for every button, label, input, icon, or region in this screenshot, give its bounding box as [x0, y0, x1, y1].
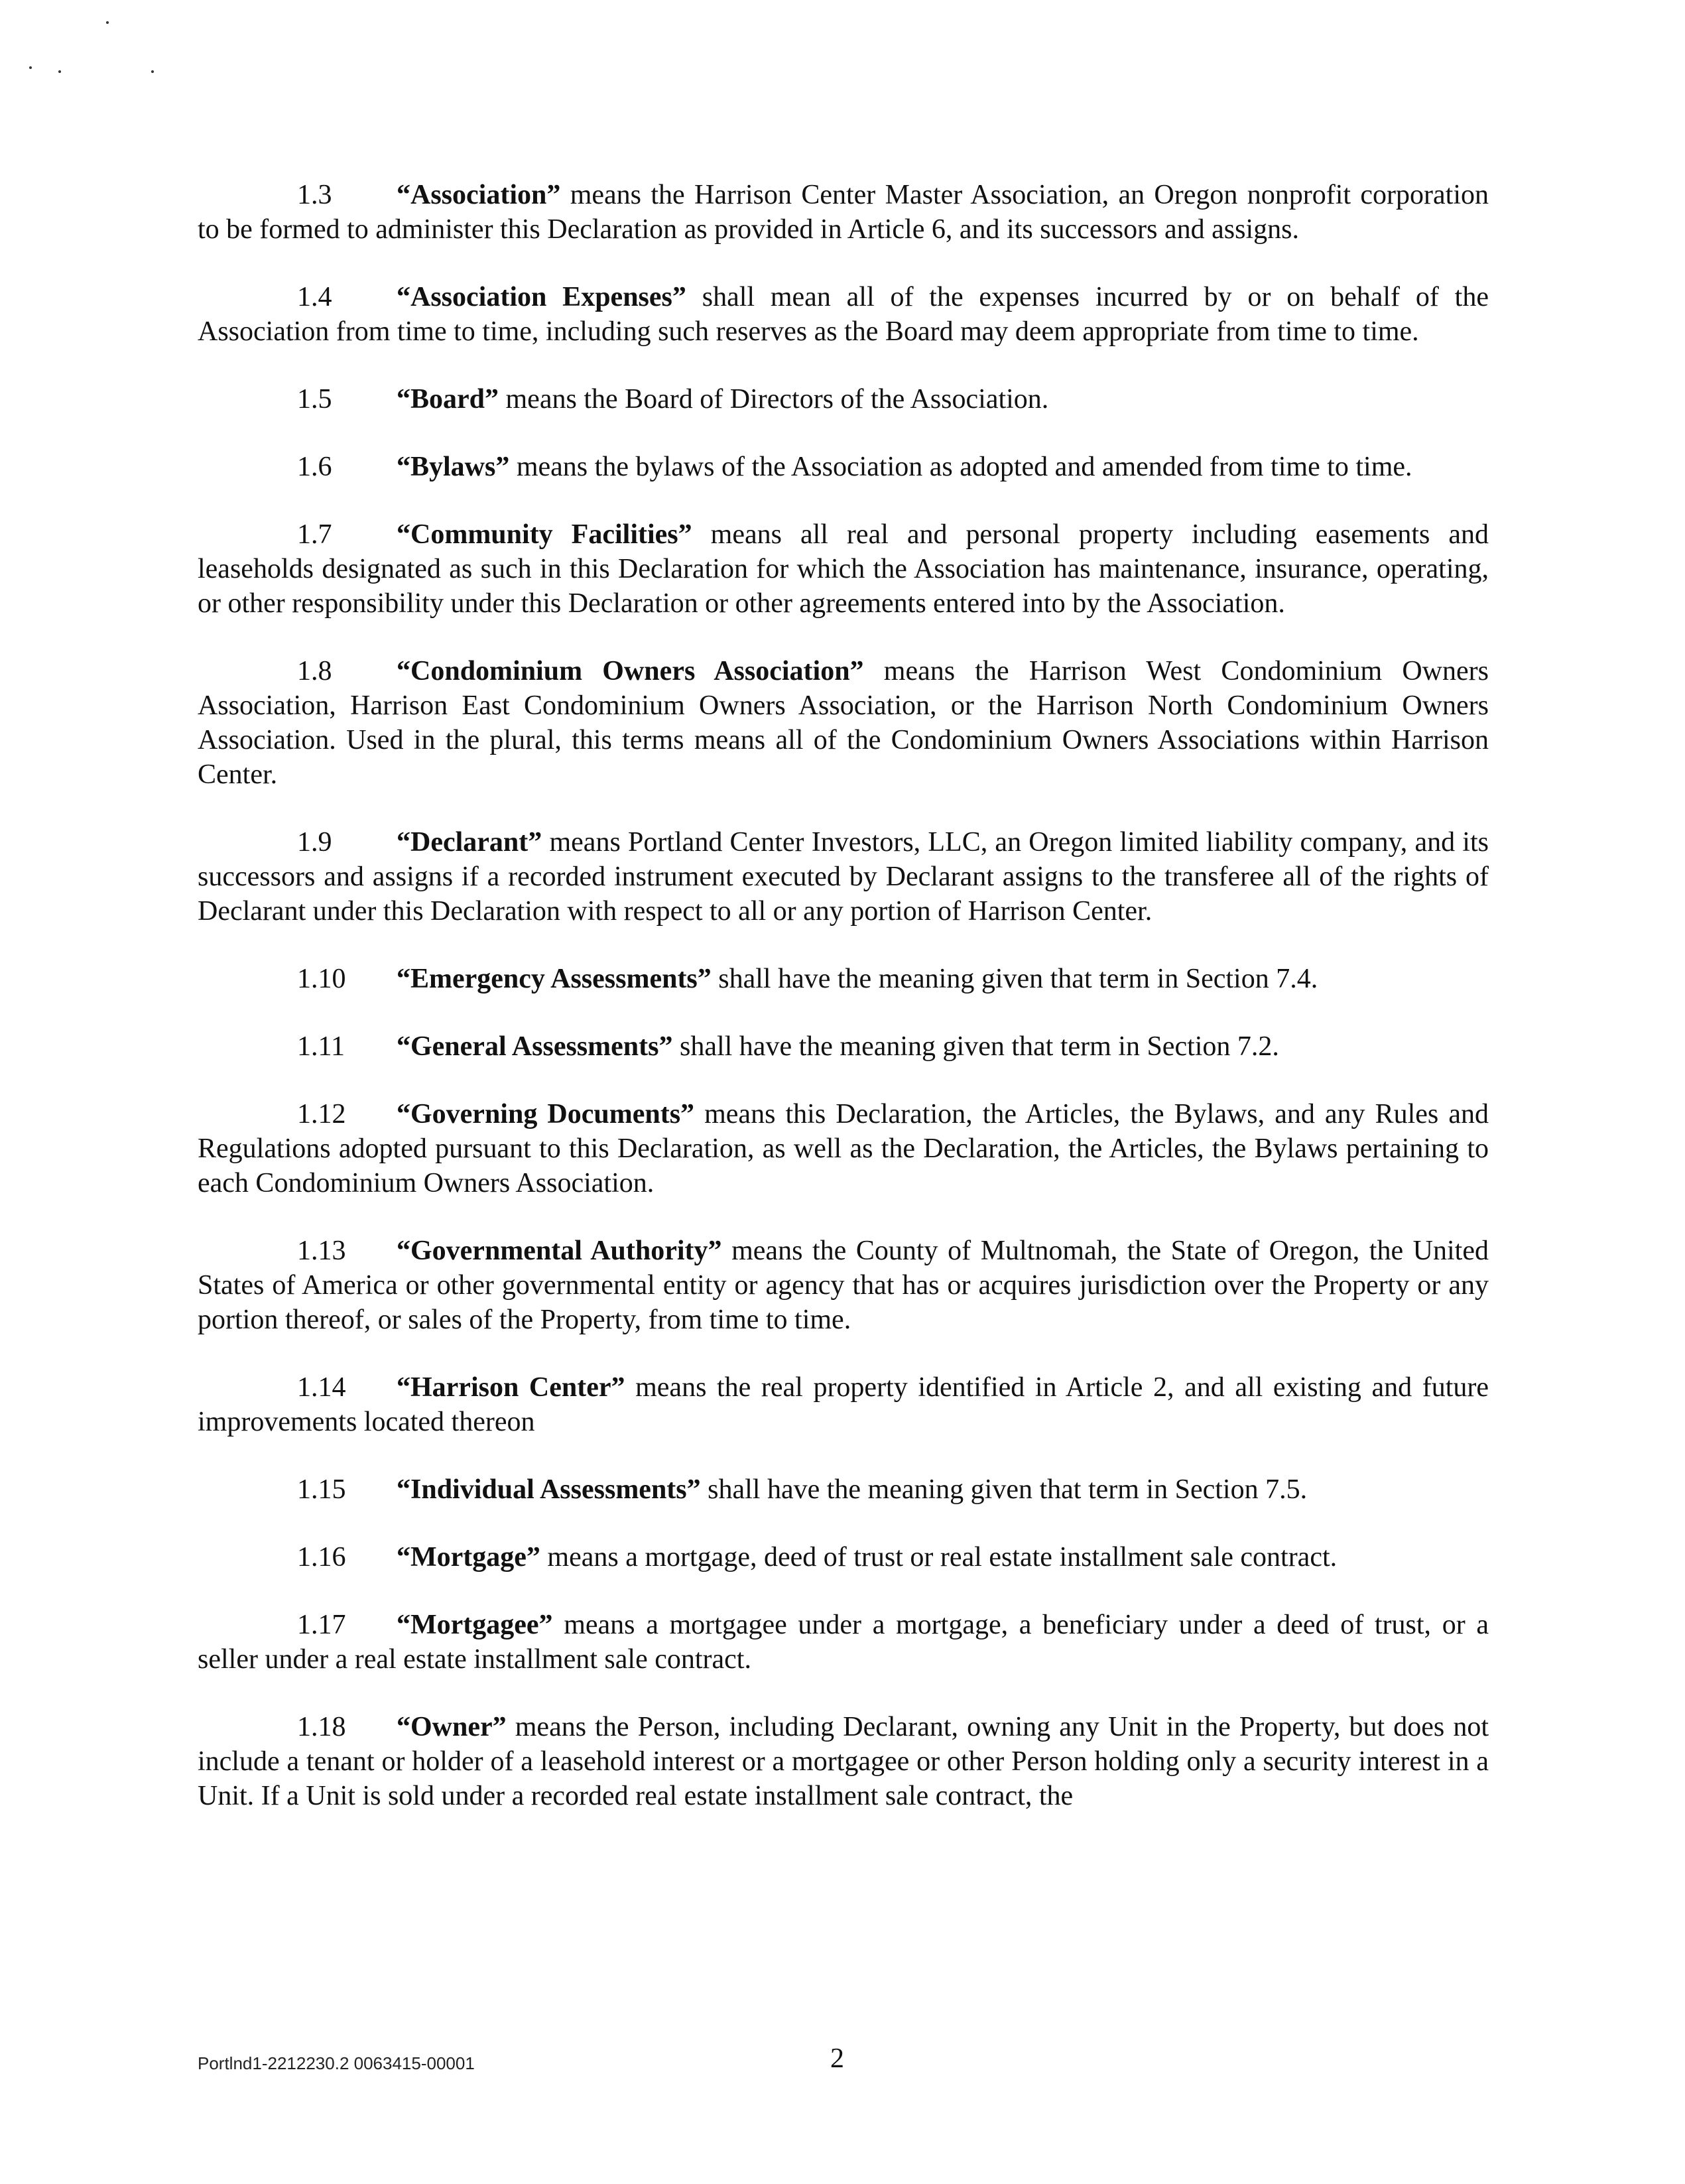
section-number: 1.18 — [297, 1712, 346, 1742]
section-number: 1.17 — [297, 1610, 346, 1640]
scan-speck — [106, 21, 109, 24]
definition-paragraph — [198, 1097, 1489, 1200]
definition-paragraph — [198, 1540, 1489, 1574]
defined-term: “Owner” — [397, 1712, 507, 1742]
defined-term: “Association” — [397, 180, 561, 210]
scan-speck — [58, 70, 61, 73]
section-number: 1.5 — [297, 384, 332, 415]
defined-term: “Association Expenses” — [397, 282, 686, 312]
definition-paragraph — [198, 1472, 1489, 1507]
definition-text: shall have the meaning given that term in Section 7.4. — [711, 964, 1318, 994]
scan-speck — [29, 66, 32, 69]
defined-term: “Harrison Center” — [397, 1372, 625, 1403]
section-number: 1.3 — [297, 180, 332, 210]
defined-term: “Bylaws” — [397, 452, 510, 482]
defined-term: “Board” — [397, 384, 499, 415]
defined-term: “Declarant” — [397, 827, 542, 858]
section-number: 1.11 — [297, 1031, 345, 1062]
section-number: 1.16 — [297, 1542, 346, 1573]
definition-text: means Portland Center Investors, LLC, an Oregon limited liability company, and its successors and assigns if a recorded instrument executed by Declarant assigns to the transferee all of the rights of Declarant under this Declaration with respect to all or any portion of Harrison Center. — [198, 827, 1489, 927]
definition-paragraph — [198, 450, 1489, 484]
definition-text: means a mortgagee under a mortgage, a beneficiary under a deed of trust, or a seller under a real estate installment sale contract. — [198, 1610, 1489, 1675]
defined-term: “General Assessments” — [397, 1031, 673, 1062]
definition-paragraph — [198, 1029, 1489, 1064]
definition-text: means the bylaws of the Association as adopted and amended from time to time. — [509, 452, 1412, 482]
definition-paragraph — [198, 382, 1489, 417]
defined-term: “Mortgagee” — [397, 1610, 553, 1640]
section-number: 1.6 — [297, 452, 332, 482]
section-number: 1.13 — [297, 1236, 346, 1266]
definition-text: means this Declaration, the Articles, the Bylaws, and any Rules and Regulations adopted pursuant to this Declaration, as well as the Declaration, the Articles, the Bylaws pertaining to each Condominium Owners Association. — [198, 1099, 1489, 1198]
defined-term: “Individual Assessments” — [397, 1474, 701, 1505]
definition-text: shall have the meaning given that term in Section 7.2. — [672, 1031, 1279, 1062]
definitions-section — [198, 178, 1489, 1813]
section-number: 1.14 — [297, 1372, 346, 1403]
definition-paragraph — [198, 178, 1489, 247]
scan-speck — [151, 70, 154, 73]
defined-term: “Condominium Owners Association” — [397, 656, 864, 686]
definition-paragraph — [198, 962, 1489, 996]
section-number: 1.4 — [297, 282, 332, 312]
definition-text: means a mortgage, deed of trust or real estate installment sale contract. — [540, 1542, 1338, 1573]
definition-paragraph — [198, 517, 1489, 621]
definition-text: means the Board of Directors of the Association. — [499, 384, 1049, 415]
definition-paragraph — [198, 1370, 1489, 1439]
definition-text: means all real and personal property including easements and leaseholds designated as such in this Declaration for which the Association has maintenance, insurance, operating, or other responsibility under this Declaration or other agreements entered into by the Association. — [198, 519, 1489, 619]
section-number: 1.10 — [297, 964, 346, 994]
document-id: Portlnd1-2212230.2 0063415-00001 — [198, 2053, 475, 2073]
section-number: 1.12 — [297, 1099, 346, 1129]
defined-term: “Mortgage” — [397, 1542, 540, 1573]
definition-text: means the Harrison Center Master Association, an Oregon nonprofit corporation to be formed to administer this Declaration as provided in Article 6, and its successors and assigns. — [198, 180, 1489, 245]
section-number: 1.9 — [297, 827, 332, 858]
defined-term: “Governing Documents” — [397, 1099, 695, 1129]
definition-text: shall mean all of the expenses incurred by or on behalf of the Association from time to time, including such reserves as the Board may deem appropriate from time to time. — [198, 282, 1489, 347]
definition-text: means the real property identified in Article 2, and all existing and future improvements located thereon — [198, 1372, 1489, 1437]
definition-paragraph — [198, 1710, 1489, 1813]
section-number: 1.7 — [297, 519, 332, 550]
definition-paragraph — [198, 825, 1489, 929]
definition-text: means the County of Multnomah, the State of Oregon, the United States of America or other governmental entity or agency that has or acquires jurisdiction over the Property or any portion thereof, or sales of the Property, from time to time. — [198, 1236, 1489, 1335]
definition-paragraph — [198, 1608, 1489, 1677]
defined-term: “Emergency Assessments” — [397, 964, 712, 994]
definition-text: means the Harrison West Condominium Owners Association, Harrison East Condominium Owners Association, or the Harrison North Condominium Owners Association. Used in the plural, this terms means all of the Condominium Owners Associations within Harrison Center. — [198, 656, 1489, 790]
defined-term: “Community Facilities” — [397, 519, 692, 550]
section-number: 1.15 — [297, 1474, 346, 1505]
definition-paragraph — [198, 280, 1489, 349]
section-number: 1.8 — [297, 656, 332, 686]
definition-paragraph — [198, 1234, 1489, 1337]
definition-paragraph — [198, 654, 1489, 792]
definition-text: shall have the meaning given that term in Section 7.5. — [700, 1474, 1308, 1505]
page-number: 2 — [830, 2043, 844, 2074]
definition-text: means the Person, including Declarant, owning any Unit in the Property, but does not include a tenant or holder of a leasehold interest or a mortgagee or other Person holding only a security interest in a Unit. If a Unit is sold under a recorded real estate installment sale contract, the — [198, 1712, 1489, 1811]
defined-term: “Governmental Authority” — [397, 1236, 722, 1266]
